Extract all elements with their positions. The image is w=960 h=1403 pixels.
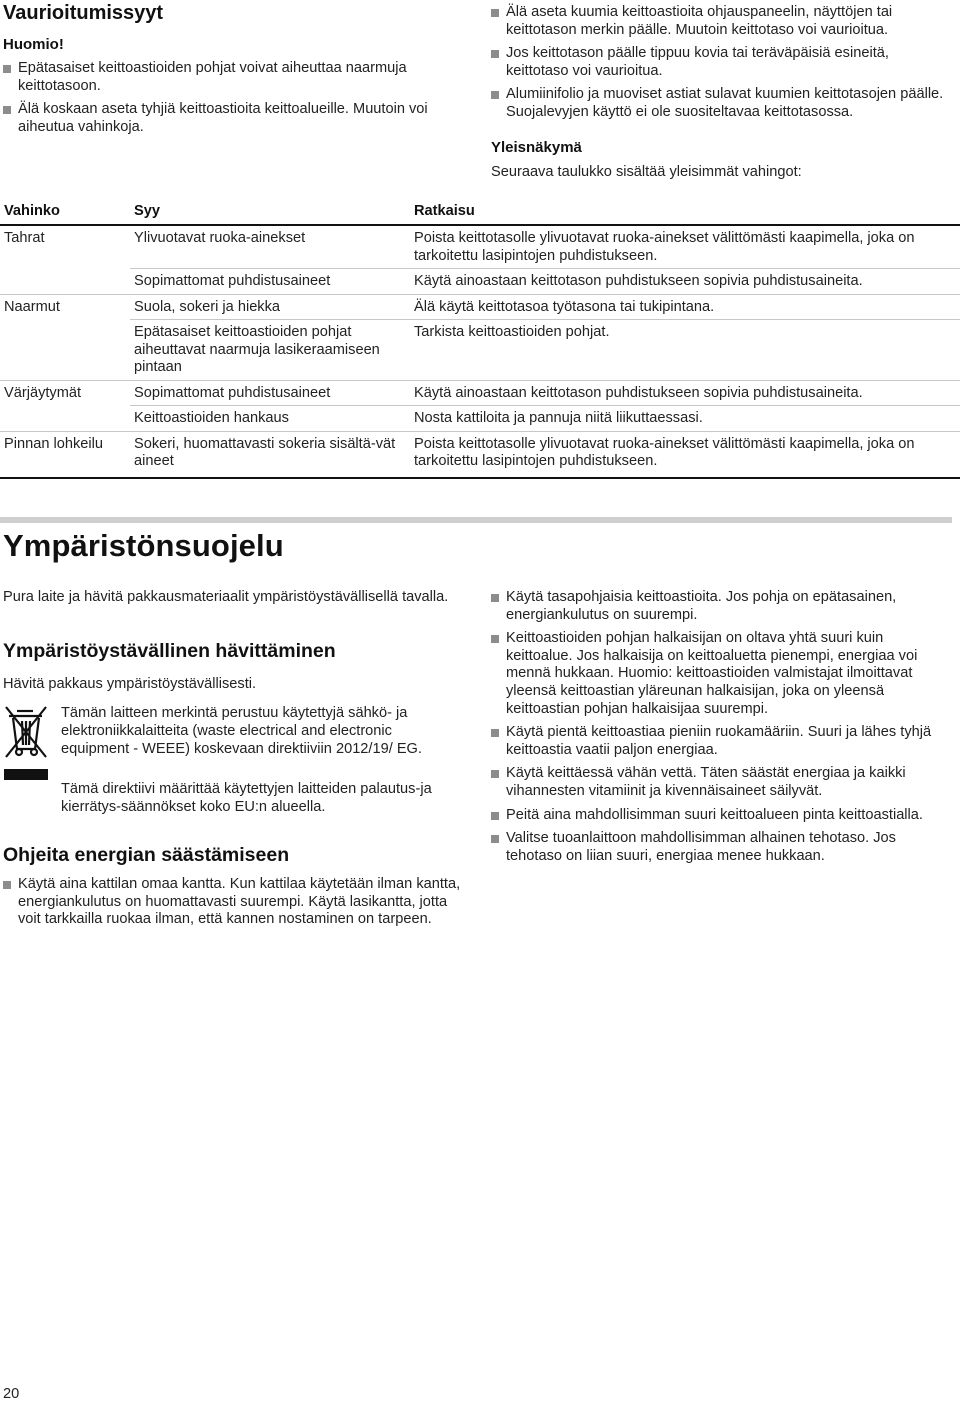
- weee-text-1: Tämän laitteen merkintä perustuu käytettyjä sähkö- ja elektroniikkalaitteita (waste electrical and electronic equipment - WEEE) koskevaan direktiiviin 2012/19/ EG.: [61, 705, 422, 757]
- note-heading: Huomio!: [3, 36, 64, 53]
- bullet-square-icon: [3, 881, 11, 889]
- list-item-text: Alumiinifolio ja muoviset astiat sulavat kuumien keittotasojen päälle. Suojalevyjen käyttö ei ole suositeltavaa keittotasossa.: [506, 86, 944, 120]
- cell-cause: Suola, sokeri ja hiekka: [130, 294, 410, 320]
- list-item-text: Älä aseta kuumia keittoastioita ohjauspaneelin, näyttöjen tai keittotason merkin päälle. Muutoin keittotaso voi vaurioitua.: [506, 4, 893, 38]
- list-item: [491, 86, 953, 121]
- list-item: [491, 724, 953, 759]
- list-item-text: Käytä keittäessä vähän vettä. Täten säästät energiaa ja kaikki vihannesten vitamiinit ja kivennäisaineet säilyvät.: [506, 765, 906, 799]
- bullet-square-icon: [3, 65, 11, 73]
- list-item: [3, 101, 463, 136]
- cell-solution: Poista keittotasolle ylivuotavat ruoka-ainekset välittömästi kaapimella, joka on tarkoitettu lasipintojen puhdistukseen.: [410, 225, 960, 269]
- table-row: [0, 431, 960, 478]
- cell-damage: [0, 320, 130, 381]
- section-title-damage-causes: Vaurioitumissyyt: [3, 2, 164, 24]
- weee-text-2: Tämä direktiivi määrittää käytettyjen laitteiden palautus-ja kierrätys-säännökset koko EU:n alueella.: [61, 781, 432, 815]
- list-item: [491, 589, 953, 624]
- cell-solution: Poista keittotasolle ylivuotavat ruoka-ainekset välittömästi kaapimella, joka on tarkoitettu lasipintojen puhdistukseen.: [410, 431, 960, 478]
- section-title-environment: Ympäristönsuojelu: [3, 528, 284, 563]
- list-item-text: Älä koskaan aseta tyhjiä keittoastioita keittoalueille. Muutoin voi aiheutua vahinkoja.: [18, 101, 428, 135]
- list-item: [491, 630, 953, 718]
- energy-heading: Ohjeita energian säästämiseen: [3, 844, 290, 866]
- list-item: [3, 876, 463, 929]
- bullet-square-icon: [491, 594, 499, 602]
- energy-tips-list-right: [491, 589, 953, 865]
- cell-cause: Sopimattomat puhdistusaineet: [130, 380, 410, 406]
- list-item-text: Valitse tuoanlaittoon mahdollisimman alhainen tehotaso. Jos tehotaso on liian suuri, energiaa menee hukkaan.: [506, 830, 896, 864]
- cell-solution: Käytä ainoastaan keittotason puhdistukseen sopivia puhdistusaineita.: [410, 380, 960, 406]
- crossed-out-wheelie-bin-icon: [4, 703, 48, 783]
- list-item: [491, 45, 953, 80]
- overview-text: Seuraava taulukko sisältää yleisimmät vahingot:: [491, 164, 802, 180]
- cell-damage: [0, 406, 130, 432]
- list-item-text: Epätasaiset keittoastioiden pohjat voivat aiheuttaa naarmuja keittotasoon.: [18, 60, 407, 94]
- bullet-square-icon: [491, 770, 499, 778]
- table-row: [0, 406, 960, 432]
- cell-cause: Ylivuotavat ruoka-ainekset: [130, 225, 410, 269]
- list-item: [3, 60, 463, 95]
- table-header-row: [0, 200, 960, 225]
- environment-intro: Pura laite ja hävitä pakkausmateriaalit ympäristöystävällisellä tavalla.: [3, 589, 449, 605]
- cell-damage: Pinnan lohkeilu: [0, 431, 130, 478]
- bullet-square-icon: [491, 812, 499, 820]
- list-item-text: Käytä aina kattilan omaa kantta. Kun kattilaa käytetään ilman kantta, energiankulutus on huomattavasti suurempi. Käytä lasikantta, jotta voit tarkkailla ruokaa ilman, että kannen nostaminen on tarpeen.: [18, 876, 461, 928]
- bullet-square-icon: [491, 635, 499, 643]
- cell-damage: Tahrat: [4, 230, 45, 246]
- list-item-text: Peitä aina mahdollisimman suuri keittoalueen pinta keittoastialla.: [506, 806, 923, 823]
- cell-cause: Epätasaiset keittoastioiden pohjat aiheuttavat naarmuja lasikeraamiseen pintaan: [130, 320, 410, 381]
- list-item-text: Käytä pientä keittoastiaa pieniin ruokamääriin. Suuri ja lähes tyhjä keittoastia vaatii paljon energiaa.: [506, 724, 932, 758]
- cell-solution: Älä käytä keittotasoa työtasona tai tukipintana.: [410, 294, 960, 320]
- cell-solution: Käytä ainoastaan keittotason puhdistukseen sopivia puhdistusaineita.: [410, 269, 960, 295]
- list-item: [491, 807, 953, 825]
- list-item: [491, 830, 953, 865]
- energy-tips-list-left: [3, 876, 463, 929]
- column-header-damage: Vahinko: [0, 200, 130, 225]
- bullet-square-icon: [491, 91, 499, 99]
- table-row: [0, 294, 960, 320]
- damage-causes-list: [3, 60, 463, 136]
- cell-damage: Värjäytymät: [4, 384, 82, 401]
- bullet-square-icon: [491, 729, 499, 737]
- list-item-text: Keittoastioiden pohjan halkaisijan on oltava yhtä suuri kuin keittoalue. Jos halkaisija on keittoaluetta pienempi, energiaa voi mennä hukkaan. Huomio: keittoastioiden valmistajat ilmoittavat yleensä keittoastian yläreunan halkaisijan, joka on yleensä keittoastian pohjan halkaisijaa suurempi.: [506, 630, 918, 717]
- table-row: [0, 225, 960, 269]
- cell-cause: Sopimattomat puhdistusaineet: [130, 269, 410, 295]
- cell-solution: Tarkista keittoastioiden pohjat.: [410, 320, 960, 381]
- table-row: [0, 269, 960, 295]
- column-header-cause: Syy: [130, 200, 410, 225]
- cell-damage: Naarmut: [4, 298, 60, 315]
- list-item: [491, 4, 953, 39]
- list-item: [491, 765, 953, 800]
- table-row: [0, 380, 960, 406]
- cell-damage: [0, 269, 130, 295]
- disposal-text: Hävitä pakkaus ympäristöystävällisesti.: [3, 676, 257, 692]
- list-item-text: Käytä tasapohjaisia keittoastioita. Jos pohja on epätasainen, energiankulutus on suurempi.: [506, 589, 897, 623]
- damage-warnings-list: [491, 4, 953, 122]
- table-row: [0, 320, 960, 381]
- cell-cause: Keittoastioiden hankaus: [130, 406, 410, 432]
- bullet-square-icon: [491, 835, 499, 843]
- cell-solution: Nosta kattiloita ja pannuja niitä liikuttaessasi.: [410, 406, 960, 432]
- page-number: 20: [3, 1386, 20, 1402]
- damage-table: [0, 200, 960, 479]
- overview-heading: Yleisnäkymä: [491, 139, 582, 156]
- cell-cause: Sokeri, huomattavasti sokeria sisältä-vät aineet: [130, 431, 410, 478]
- bullet-square-icon: [3, 106, 11, 114]
- column-header-solution: Ratkaisu: [410, 200, 960, 225]
- bullet-square-icon: [491, 9, 499, 17]
- disposal-heading: Ympäristöystävällinen hävittäminen: [3, 640, 336, 662]
- section-divider: [0, 517, 952, 523]
- bullet-square-icon: [491, 50, 499, 58]
- list-item-text: Jos keittotason päälle tippuu kovia tai teräväpäisiä esineitä, keittotaso voi vaurioitua.: [506, 45, 889, 79]
